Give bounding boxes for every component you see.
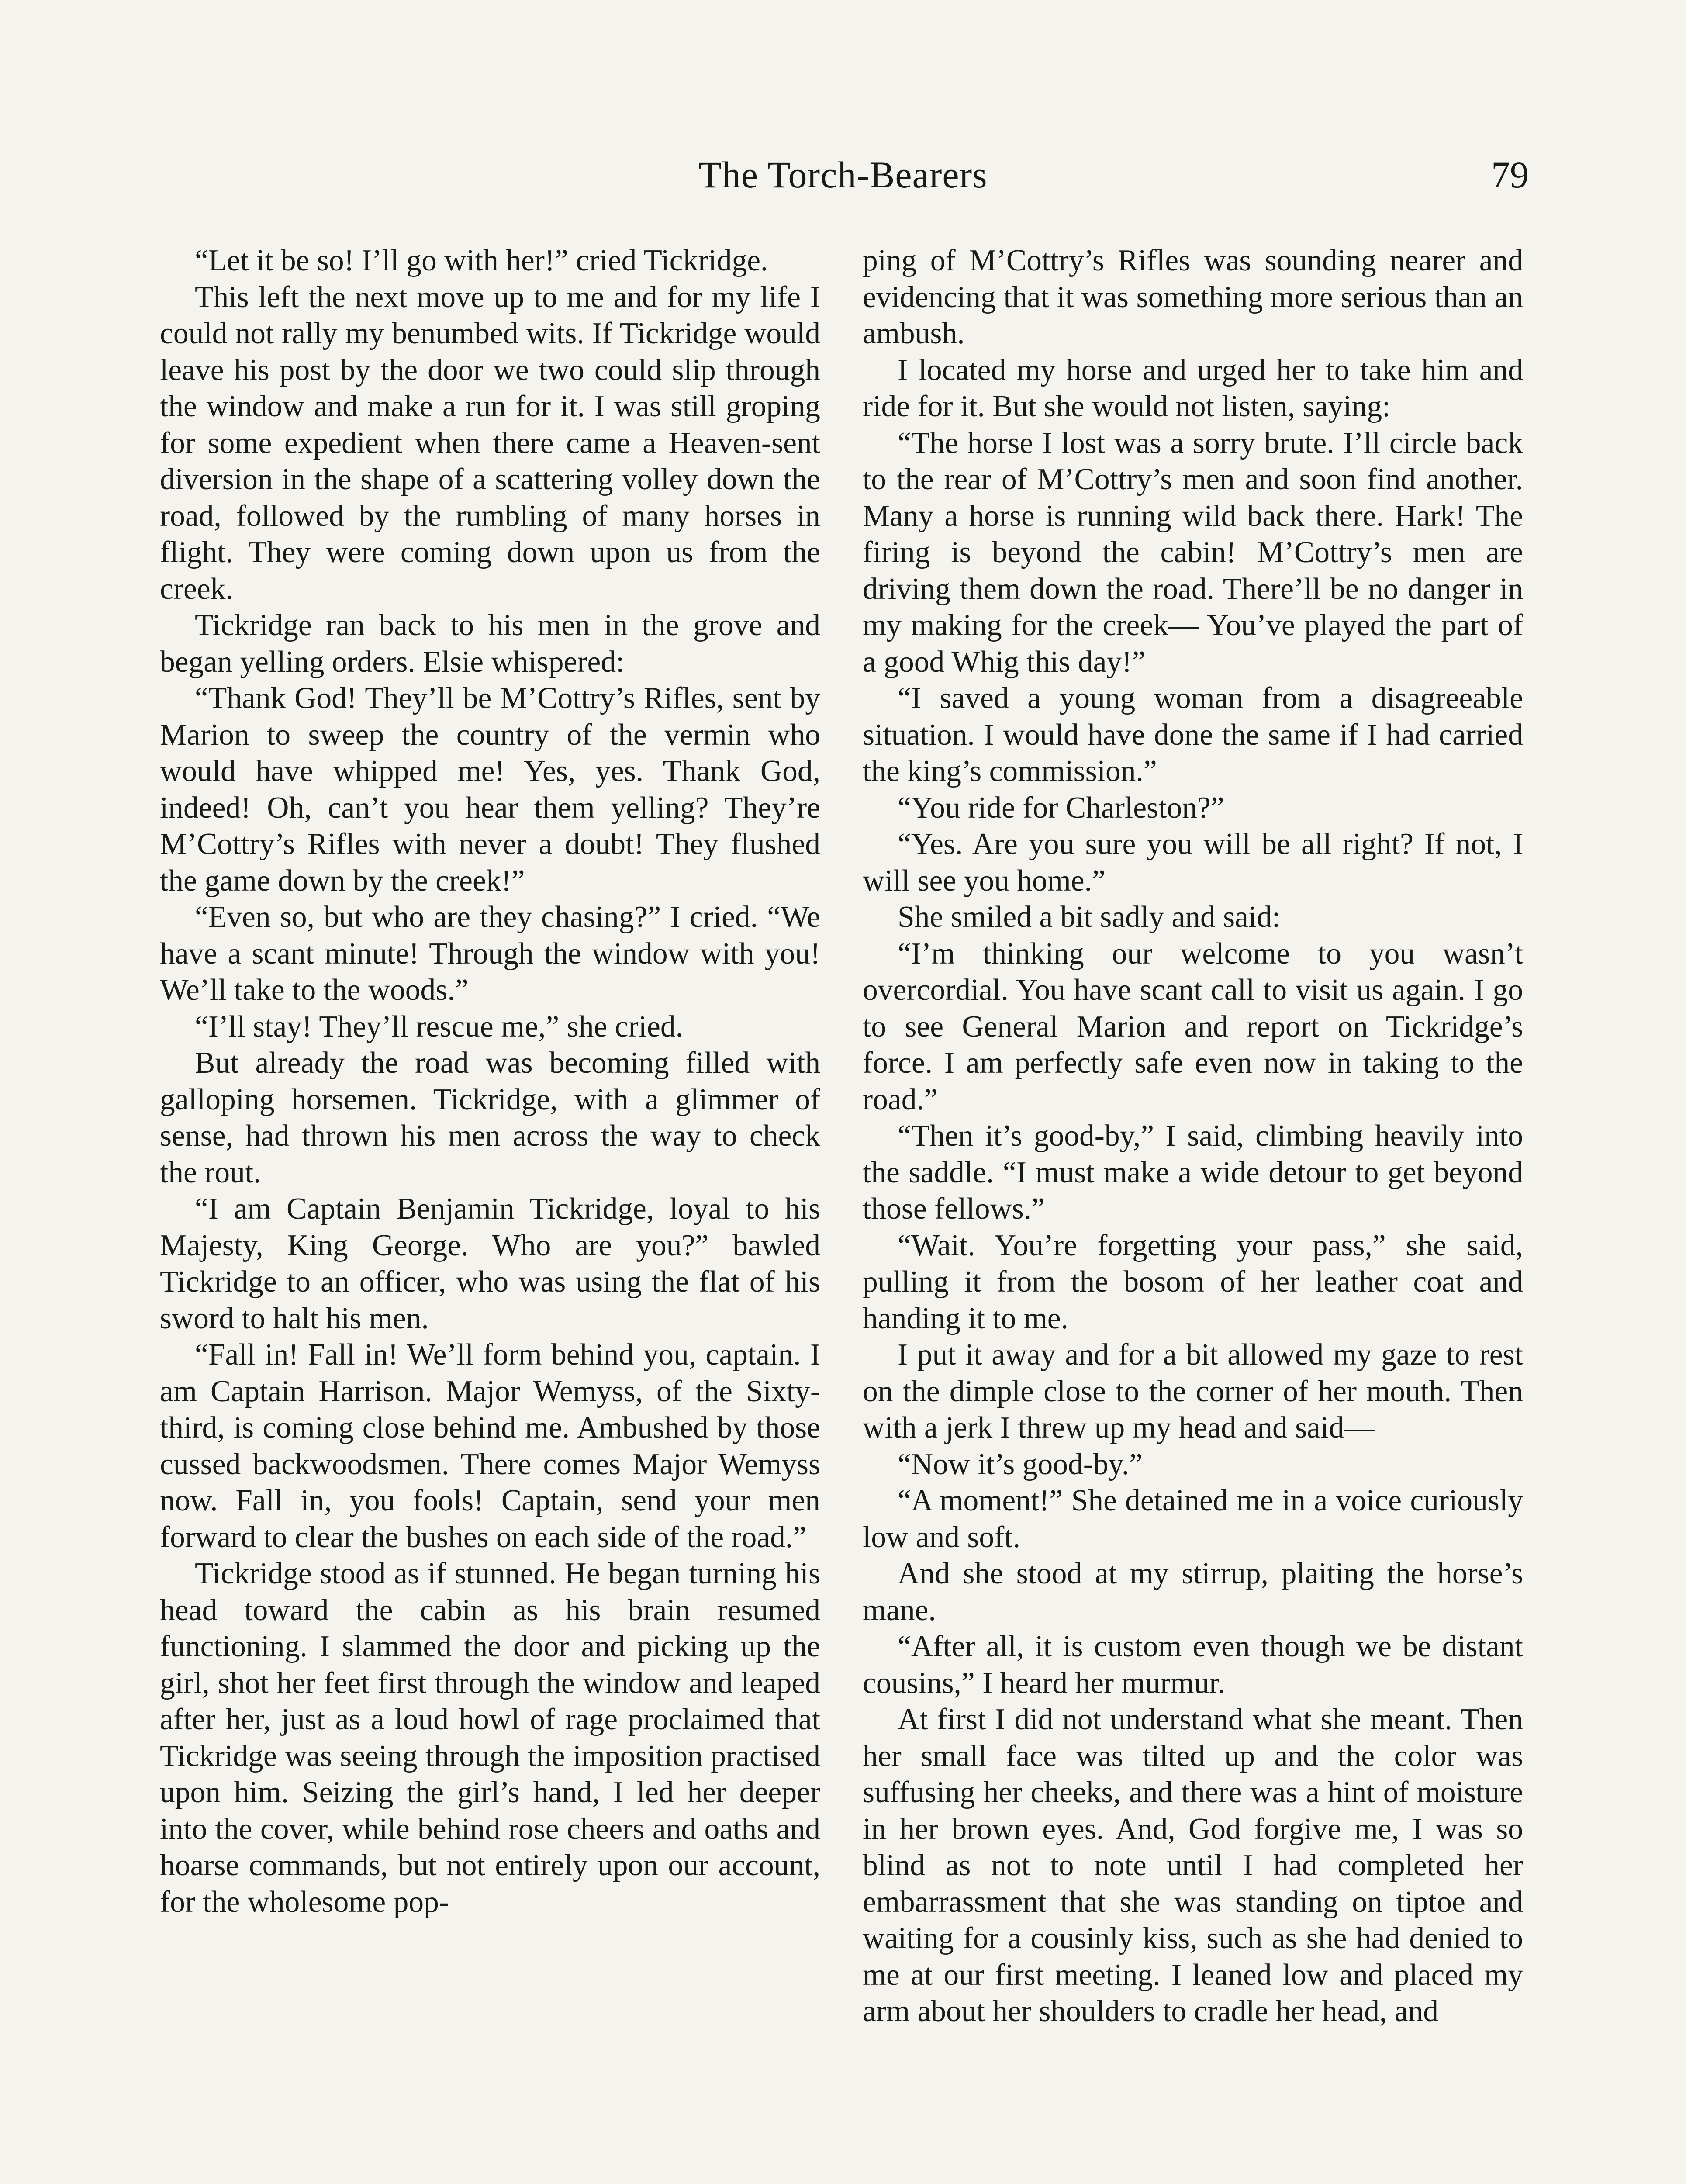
paragraph: And she stood at my stirrup, plaiting the horse’s mane. — [863, 1557, 1523, 1627]
text-column-left — [160, 242, 820, 1920]
paragraph: “You ride for Charleston?” — [898, 791, 1224, 825]
paragraph: “Let it be so! I’ll go with her!” cried Tickridge. — [195, 244, 768, 277]
paragraph: “The horse I lost was a sorry brute. I’ll circle back to the rear of M’Cottry’s men and soon find another. Many a horse is running wild back there. Hark! The firing is beyond the cabin! M’Cottry’s men are driving them down the road. There’ll be no danger in my making for the creek— You’ve played the part of a good Whig this day!” — [863, 426, 1523, 679]
page-number: 79 — [1491, 154, 1529, 196]
paragraph: “Fall in! Fall in! We’ll form behind you, captain. I am Captain Harrison. Major Wemyss, of the Sixty-third, is coming close behind me. Ambushed by those cussed backwoodsmen. There comes Major Wemyss now. Fall in, you fools! Captain, send your men forward to clear the bushes on each side of the road.” — [160, 1338, 820, 1554]
running-title: The Torch-Bearers — [698, 154, 988, 196]
paragraph: “Wait. You’re forgetting your pass,” she said, pulling it from the bosom of her leather coat and handing it to me. — [863, 1228, 1523, 1335]
paragraph: “Now it’s good-by.” — [898, 1447, 1143, 1481]
paragraph: But already the road was becoming filled with galloping horsemen. Tickridge, with a glimmer of sense, had thrown his men across the way to check the rout. — [160, 1046, 820, 1189]
paragraph: “A moment!” She detained me in a voice curiously low and soft. — [863, 1484, 1523, 1554]
paragraph: “I am Captain Benjamin Tickridge, loyal to his Majesty, King George. Who are you?” bawled Tickridge to an officer, who was using the flat of his sword to halt his men. — [160, 1192, 820, 1335]
paragraph: At first I did not understand what she meant. Then her small face was tilted up and the color was suffusing her cheeks, and there was a hint of moisture in her brown eyes. And, God forgive me, I was so blind as not to note until I had completed her embarrassment that she was standing on tiptoe and waiting for a cousinly kiss, such as she had denied to me at our first meeting. I leaned low and placed my arm about her shoulders to cradle her head, and — [863, 1703, 1523, 2028]
paragraph: “I’m thinking our welcome to you wasn’t overcordial. You have scant call to visit us again. I go to see General Marion and report on Tickridge’s force. I am perfectly safe even now in taking to the road.” — [863, 936, 1523, 1116]
text-column-right — [863, 242, 1523, 2030]
paragraph: Tickridge ran back to his men in the grove and began yelling orders. Elsie whispered: — [160, 608, 820, 679]
paragraph: “I saved a young woman from a disagreeable situation. I would have done the same if I had carried the king’s commission.” — [863, 681, 1523, 788]
paragraph: I put it away and for a bit allowed my gaze to rest on the dimple close to the corner of her mouth. Then with a jerk I threw up my head and said— — [863, 1338, 1523, 1444]
paragraph: She smiled a bit sadly and said: — [898, 900, 1281, 934]
paragraph: “I’ll stay! They’ll rescue me,” she cried. — [195, 1009, 683, 1044]
paragraph: “Even so, but who are they chasing?” I cried. “We have a scant minute! Through the window with you! We’ll take to the woods.” — [160, 900, 820, 1007]
page-header — [157, 153, 1529, 205]
paragraph: I located my horse and urged her to take him and ride for it. But she would not listen, saying: — [863, 353, 1523, 423]
paragraph: Tickridge stood as if stunned. He began turning his head toward the cabin as his brain resumed functioning. I slammed the door and picking up the girl, shot her feet first through the window and leaped after her, just as a loud howl of rage proclaimed that Tickridge was seeing through the imposition practised upon him. Seizing the girl’s hand, I led her deeper into the cover, while behind rose cheers and oaths and hoarse commands, but not entirely upon our account, for the wholesome pop- — [160, 1557, 820, 1919]
paragraph: “After all, it is custom even though we be distant cousins,” I heard her murmur. — [863, 1630, 1523, 1700]
paragraph: This left the next move up to me and for my life I could not rally my benumbed wits. If Tickridge would leave his post by the door we two could slip through the window and make a run for it. I was still groping for some expedient when there came a Heaven-sent diversion in the shape of a scattering volley down the road, followed by the rumbling of many horses in flight. They were coming down upon us from the creek. — [160, 280, 820, 606]
paragraph: “Then it’s good-by,” I said, climbing heavily into the saddle. “I must make a wide detour to get beyond those fellows.” — [863, 1119, 1523, 1226]
paragraph: “Yes. Are you sure you will be all right? If not, I will see you home.” — [863, 827, 1523, 898]
paragraph-continuation: ping of M’Cottry’s Rifles was sounding nearer and evidencing that it was something more serious than an ambush. — [863, 244, 1523, 350]
paragraph: “Thank God! They’ll be M’Cottry’s Rifles, sent by Marion to sweep the country of the vermin who would have whipped me! Yes, yes. Thank God, indeed! Oh, can’t you hear them yelling? They’re M’Cottry’s Rifles with never a doubt! They flushed the game down by the creek!” — [160, 681, 820, 898]
